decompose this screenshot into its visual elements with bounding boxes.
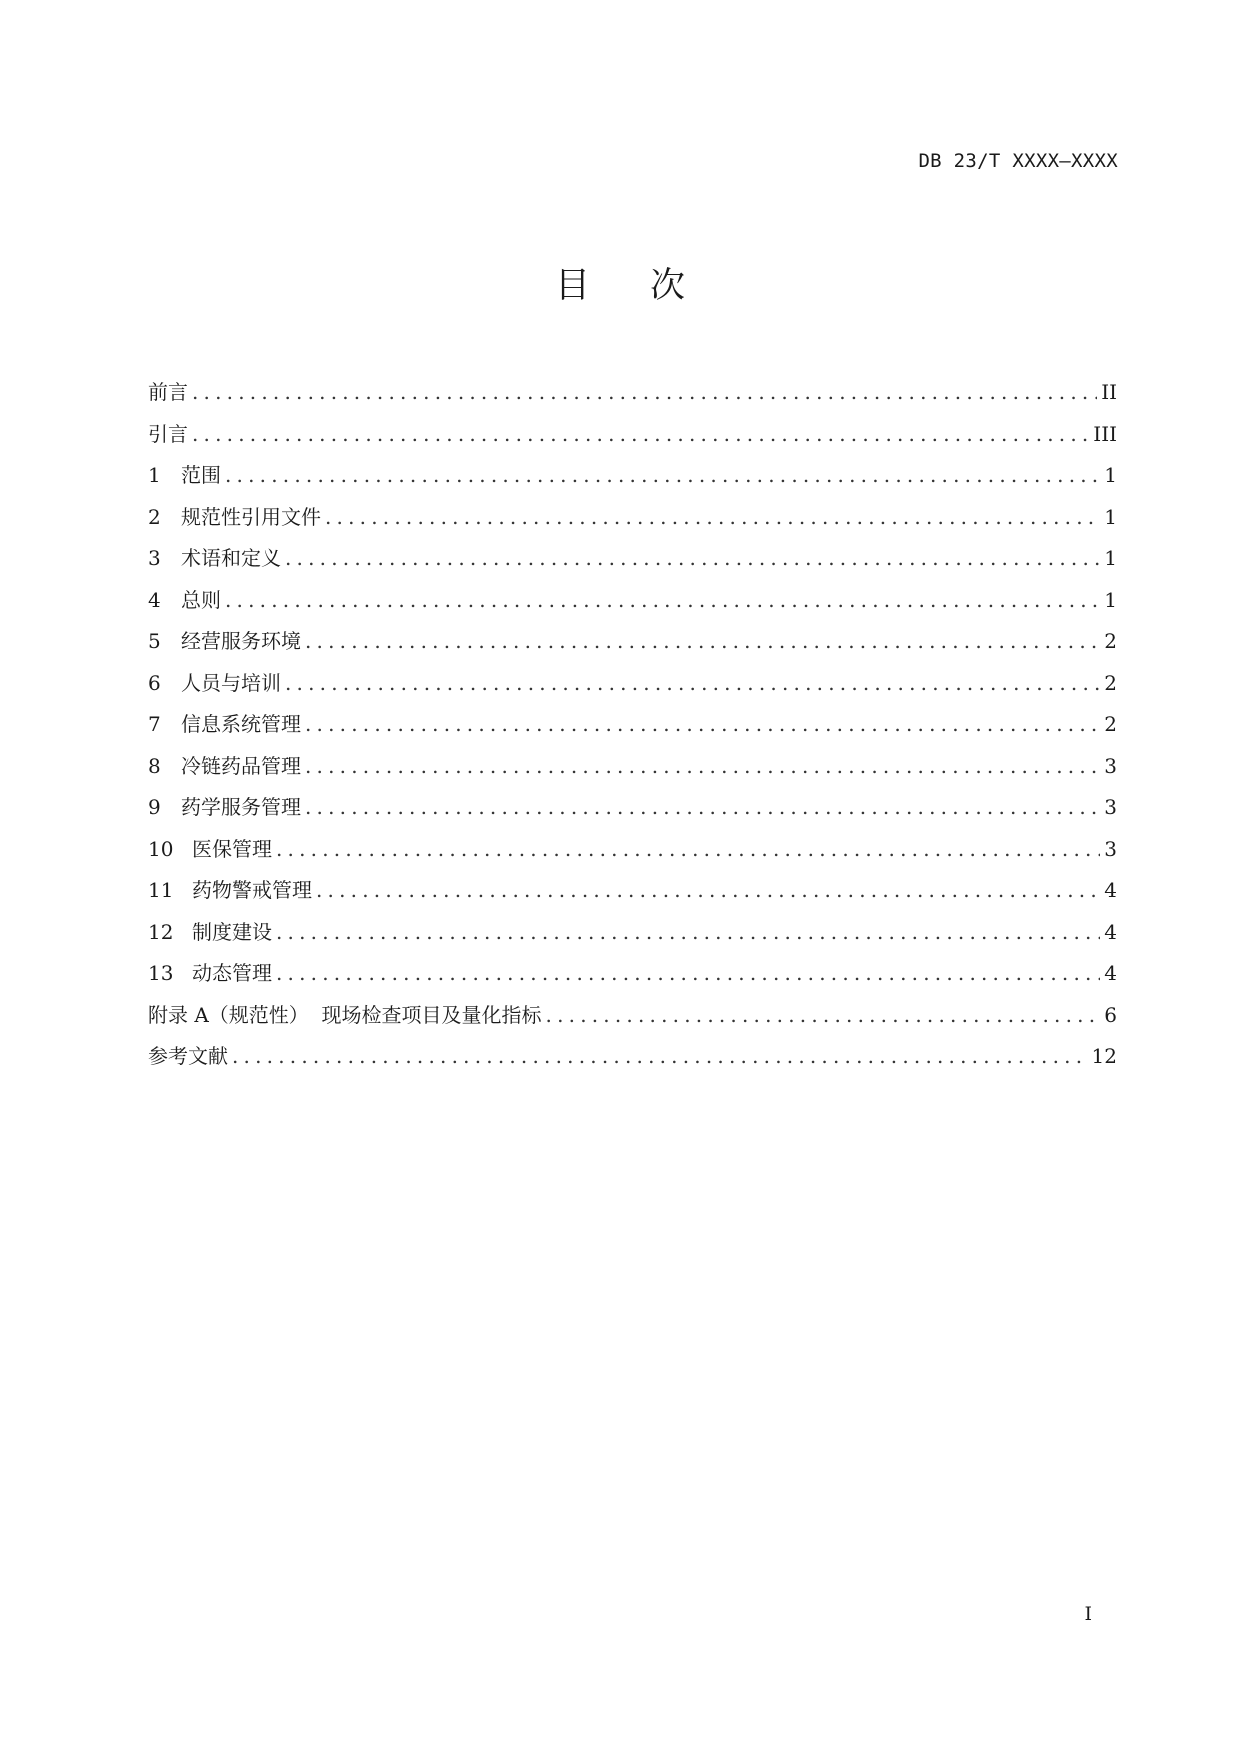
toc-entry[interactable] [148, 912, 1117, 954]
dot-leader [232, 1036, 1088, 1078]
dot-leader [546, 995, 1101, 1037]
toc-entry-label: 制度建设 [192, 919, 272, 944]
toc-entry-page: II [1101, 380, 1117, 404]
toc-entry-label: 药物警戒管理 [192, 878, 312, 902]
toc-entry-page: 3 [1104, 795, 1117, 819]
toc-entry-number: 7 [148, 712, 161, 736]
toc-entry[interactable] [148, 621, 1117, 663]
toc-entry-page: 4 [1104, 961, 1117, 985]
dot-leader [276, 829, 1100, 871]
toc-entry-page: 2 [1104, 670, 1117, 695]
dot-leader [305, 787, 1100, 829]
toc-entry-label: 动态管理 [192, 961, 272, 985]
toc-entry[interactable] [148, 372, 1117, 414]
toc-entry-label: 信息系统管理 [181, 712, 301, 736]
toc-entry-label: 医保管理 [192, 836, 272, 861]
dot-leader [276, 912, 1100, 954]
toc-entry-number: 9 [148, 795, 161, 819]
dot-leader [192, 414, 1089, 456]
toc-entry-number: 13 [148, 961, 174, 985]
page-number: I [1084, 1603, 1092, 1625]
dot-leader [316, 870, 1100, 912]
toc-entry-label: 总则 [181, 587, 221, 612]
toc-entry-page: 1 [1104, 587, 1117, 612]
toc-entry-label: 范围 [181, 463, 221, 487]
toc-entry[interactable] [148, 870, 1117, 912]
toc-list [148, 372, 1117, 1078]
toc-entry[interactable] [148, 787, 1117, 829]
toc-entry-number: 11 [148, 878, 174, 902]
toc-entry-page: III [1093, 421, 1117, 446]
toc-entry-label: 冷链药品管理 [181, 753, 301, 778]
dot-leader [285, 663, 1100, 705]
toc-entry-number: 10 [148, 836, 174, 861]
toc-entry-page: 3 [1104, 836, 1117, 861]
toc-entry-number: 4 [148, 587, 161, 612]
toc-entry-number: 12 [148, 919, 174, 944]
toc-entry-page: 2 [1104, 629, 1117, 653]
dot-leader [305, 704, 1100, 746]
toc-entry-label: 术语和定义 [181, 546, 281, 570]
dot-leader [276, 953, 1100, 995]
toc-entry-number: 1 [148, 463, 161, 487]
page-title: 目次 [554, 266, 745, 306]
toc-entry-number: 3 [148, 546, 161, 570]
toc-entry-page: 1 [1104, 504, 1117, 529]
toc-entry-label: 人员与培训 [181, 670, 281, 695]
toc-entry-page: 1 [1104, 546, 1117, 570]
toc-entry-page: 2 [1104, 712, 1117, 736]
toc-entry[interactable] [148, 704, 1117, 746]
toc-entry-number: 2 [148, 504, 161, 529]
toc-entry[interactable] [148, 995, 1117, 1037]
toc-entry[interactable] [148, 953, 1117, 995]
toc-entry-label: 参考文献 [148, 1044, 228, 1068]
toc-entry-number: 5 [148, 629, 161, 653]
toc-entry-page: 4 [1104, 878, 1117, 902]
dot-leader [325, 497, 1100, 539]
dot-leader [305, 621, 1100, 663]
dot-leader [225, 455, 1100, 497]
dot-leader [285, 538, 1100, 580]
toc-entry-label: 规范性引用文件 [181, 504, 321, 529]
toc-entry-label: 附录 A（规范性） 现场检查项目及量化指标 [148, 1002, 542, 1027]
toc-entry[interactable] [148, 538, 1117, 580]
toc-entry[interactable] [148, 1036, 1117, 1078]
toc-entry[interactable] [148, 497, 1117, 539]
document-code: DB 23/T XXXX—XXXX [918, 150, 1118, 172]
dot-leader [225, 580, 1100, 622]
toc-entry-label: 引言 [148, 421, 188, 446]
toc-entry[interactable] [148, 829, 1117, 871]
toc-entry[interactable] [148, 580, 1117, 622]
toc-entry-page: 4 [1104, 919, 1117, 944]
dot-leader [192, 372, 1097, 414]
toc-entry-label: 药学服务管理 [181, 795, 301, 819]
toc-entry[interactable] [148, 414, 1117, 456]
toc-entry[interactable] [148, 746, 1117, 788]
toc-entry-label: 前言 [148, 380, 188, 404]
toc-entry-page: 12 [1091, 1044, 1117, 1068]
dot-leader [305, 746, 1100, 788]
toc-entry[interactable] [148, 455, 1117, 497]
toc-entry-label: 经营服务环境 [181, 629, 301, 653]
toc-entry-page: 3 [1104, 753, 1117, 778]
toc-entry-number: 6 [148, 670, 161, 695]
toc-entry-page: 1 [1104, 463, 1117, 487]
toc-entry-page: 6 [1104, 1002, 1117, 1027]
toc-entry-number: 8 [148, 753, 161, 778]
toc-entry[interactable] [148, 663, 1117, 705]
